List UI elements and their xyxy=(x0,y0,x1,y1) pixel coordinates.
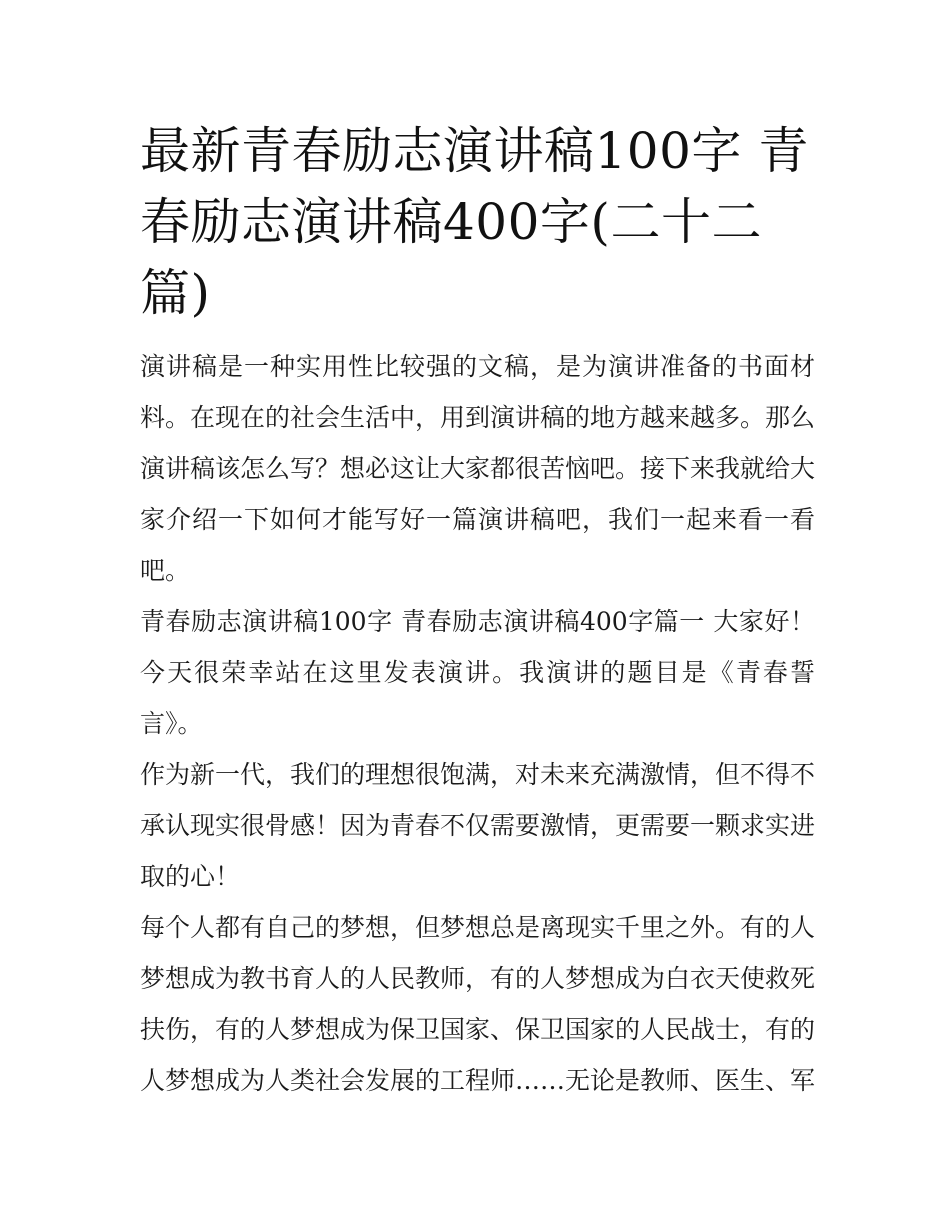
intro-paragraph: 演讲稿是一种实用性比较强的文稿，是为演讲准备的书面材料。在现在的社会生活中，用到演讲稿的地方越来越多。那么演讲稿该怎么写？想必这让大家都很苦恼吧。接下来我就给大家介绍一下如何才能写好一篇演讲稿吧，我们一起来看一看吧。 xyxy=(140,352,816,585)
speech-dreams-paragraph: 每个人都有自己的梦想，但梦想总是离现实千里之外。有的人梦想成为教书育人的人民教师，有的人梦想成为白衣天使救死扶伤，有的人梦想成为保卫国家、保卫国家的人民战士，有的人梦想成为人类社会发展的工程师……无论是教师、医生、军 xyxy=(140,913,816,1095)
document-title: 最新青春励志演讲稿100字 青春励志演讲稿400字(二十二篇) xyxy=(140,122,809,322)
speech-opening-paragraph: 青春励志演讲稿100字 青春励志演讲稿400字篇一 大家好！今天很荣幸站在这里发表演讲。我演讲的题目是《青春誓言》。 xyxy=(140,607,815,738)
speech-body-paragraph: 作为新一代，我们的理想很饱满，对未来充满激情，但不得不承认现实很骨感！因为青春不仅需要激情，更需要一颗求实进取的心！ xyxy=(140,760,816,891)
document-body xyxy=(140,116,815,1106)
